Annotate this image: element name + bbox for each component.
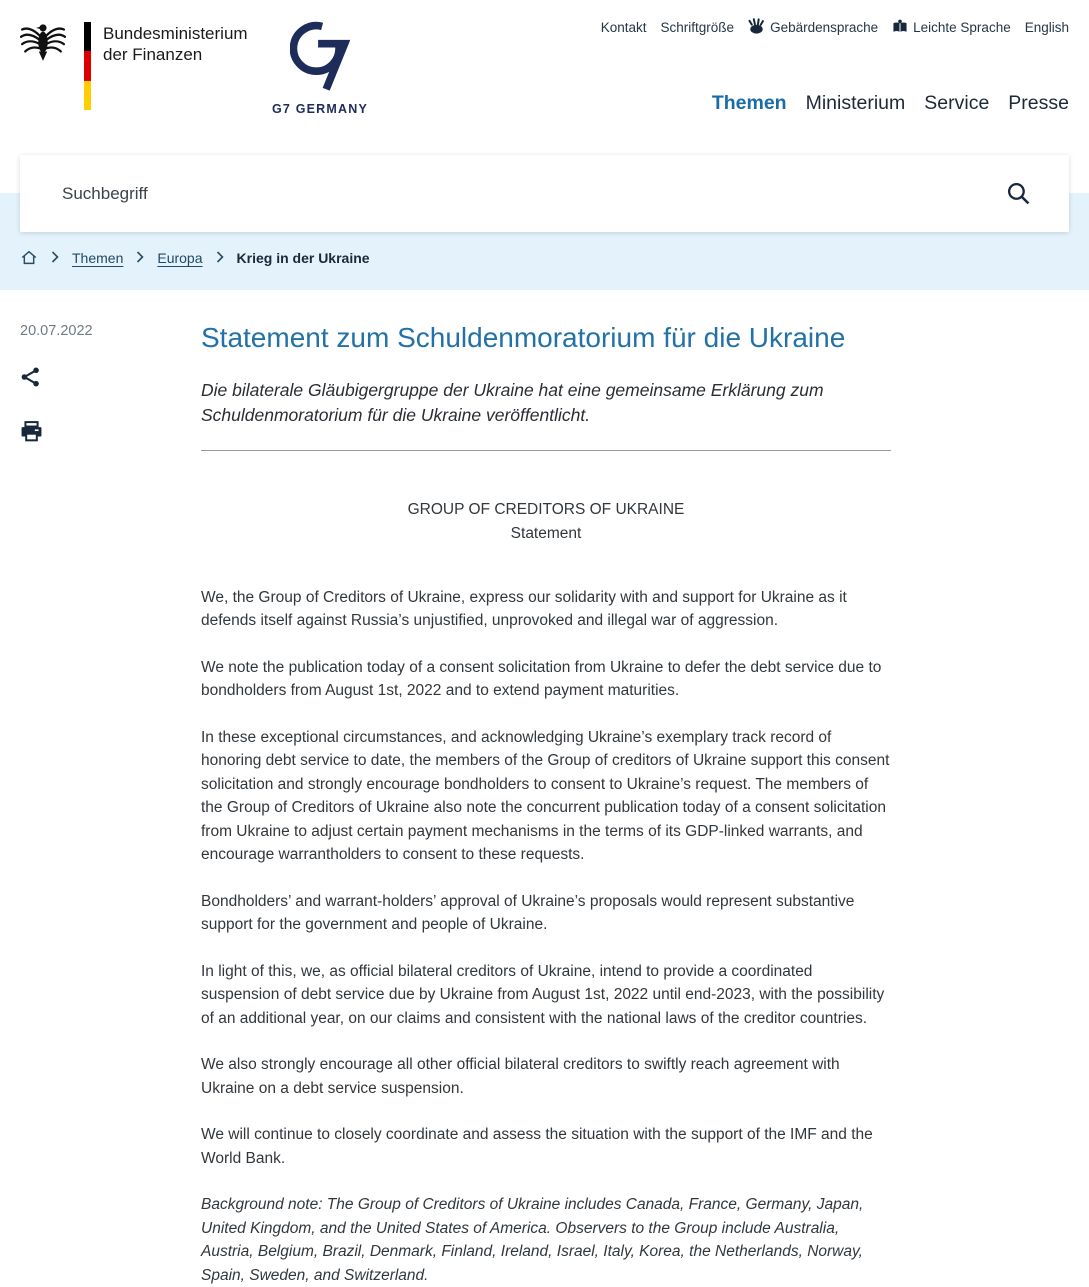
- page-title: Statement zum Schuldenmoratorium für die Ukraine: [201, 322, 846, 353]
- search-bar: [20, 155, 1069, 232]
- article-lead: Die bilaterale Gläubigergruppe der Ukraine hat eine gemeinsame Erklärung zum Schuldenmoratorium für die Ukraine veröffentlicht.: [201, 379, 824, 425]
- breadcrumb-separator-icon: [216, 250, 224, 266]
- article-paragraph: In light of this, we, as official bilateral creditors of Ukraine, intend to provide a coordinated suspension of debt service due by Ukraine from August 1st, 2022 until end-2023, with the possibility of an additional year, on our claims and consistent with the national laws of the creditor countries.: [201, 962, 885, 1027]
- search-input[interactable]: [62, 184, 1006, 204]
- article-body: [201, 321, 891, 1287]
- nav-kontakt-label: Kontakt: [600, 20, 647, 35]
- nav-english-label: English: [1024, 20, 1069, 35]
- article-paragraph: Bondholders’ and warrant-holders’ approval of Ukraine’s proposals would represent substantive support for the government and people of Ukraine.: [201, 892, 855, 934]
- g7-mark-icon: [290, 81, 350, 98]
- print-button[interactable]: [20, 421, 43, 442]
- article-paragraph: We will continue to closely coordinate and assess the situation with the support of the IMF and the World Bank.: [201, 1126, 873, 1167]
- nav-gebaerdensprache-label: Gebärdensprache: [770, 20, 879, 35]
- nav-kontakt[interactable]: [601, 20, 647, 35]
- article-date: 20.07.2022: [20, 323, 93, 339]
- breadcrumb-current: Krieg in der Ukraine: [236, 249, 370, 266]
- breadcrumb-europa[interactable]: Europa: [157, 249, 203, 266]
- nav-schriftgroesse-label: Schriftgröße: [660, 20, 735, 35]
- easy-language-book-icon: [892, 19, 908, 37]
- main-nav-service[interactable]: Service: [924, 92, 990, 114]
- article-meta-rail: [20, 321, 201, 1287]
- g7-logo[interactable]: [266, 20, 374, 116]
- print-icon: [20, 430, 43, 445]
- share-icon: [20, 375, 41, 390]
- share-button[interactable]: [20, 367, 41, 387]
- article-background-note: Background note: The Group of Creditors of Ukraine includes Canada, France, Germany, Japan, United Kingdom, and the United States of America. Observers to the Group include Australia, Austria, Belgium, Brazil, Denmark, Finland, Ireland, Israel, Italy, Korea, the Netherlands, Norway, Spain, Sweden, and Switzerland.: [201, 1196, 864, 1284]
- federal-eagle-icon: [20, 20, 66, 62]
- lead-divider: [201, 450, 891, 451]
- article-paragraph: We, the Group of Creditors of Ukraine, express our solidarity with and support for Ukraine as it defends itself against Russia’s unjustified, unprovoked and illegal war of aggression.: [201, 588, 847, 630]
- article-paragraph: In these exceptional circumstances, and acknowledging Ukraine’s exemplary track record of honoring debt service to date, the members of the Group of creditors of Ukraine support this consent solicitation and strongly encourage bondholders to consent to Ukraine’s request. The members of the Group of Creditors of Ukraine also note the concurrent publication today of a consent solicitation from Ukraine to adjust certain payment mechanisms in the terms of its GDP-linked warrants, and encourage warrantholders to consent to these requests.: [201, 728, 890, 864]
- main-nav-presse[interactable]: Presse: [1008, 92, 1069, 114]
- sign-language-icon: [748, 18, 765, 37]
- german-flag-stripe: [84, 22, 91, 110]
- ministry-logo[interactable]: [20, 20, 248, 110]
- nav-leichte-sprache[interactable]: [892, 19, 1011, 37]
- article-paragraph: We note the publication today of a consent solicitation from Ukraine to defer the debt service due to bondholders from August 1st, 2022 and to extend payment maturities.: [201, 658, 882, 700]
- statement-heading: GROUP OF CREDITORS OF UKRAINE: [407, 500, 685, 518]
- search-icon: [1006, 194, 1031, 209]
- nav-leichte-sprache-label: Leichte Sprache: [913, 20, 1011, 35]
- breadcrumb-separator-icon: [51, 250, 59, 266]
- article: [0, 290, 1089, 1287]
- ministry-name-line2: der Finanzen: [103, 45, 203, 64]
- main-nav: [712, 92, 1069, 115]
- breadcrumb-home[interactable]: [20, 249, 38, 266]
- nav-schriftgroesse[interactable]: [661, 20, 735, 35]
- article-paragraph: We also strongly encourage all other official bilateral creditors to swiftly reach agreement with Ukraine on a debt service suspension.: [201, 1056, 840, 1097]
- main-nav-ministerium[interactable]: Ministerium: [805, 92, 906, 114]
- breadcrumb-separator-icon: [136, 250, 144, 266]
- nav-english[interactable]: [1025, 20, 1069, 35]
- nav-gebaerdensprache[interactable]: [748, 18, 878, 37]
- breadcrumb: [20, 249, 370, 266]
- g7-wordmark: G7 GERMANY: [271, 102, 369, 116]
- ministry-name-line1: Bundesministerium: [103, 24, 248, 43]
- search-button[interactable]: [1006, 181, 1031, 206]
- main-nav-themen[interactable]: Themen: [711, 92, 787, 114]
- breadcrumb-themen[interactable]: Themen: [72, 249, 124, 266]
- utility-nav: [601, 18, 1069, 37]
- home-icon: [20, 253, 38, 269]
- search-breadcrumb-band: [0, 193, 1089, 290]
- statement-subheading: Statement: [510, 524, 582, 542]
- ministry-name: [103, 20, 248, 110]
